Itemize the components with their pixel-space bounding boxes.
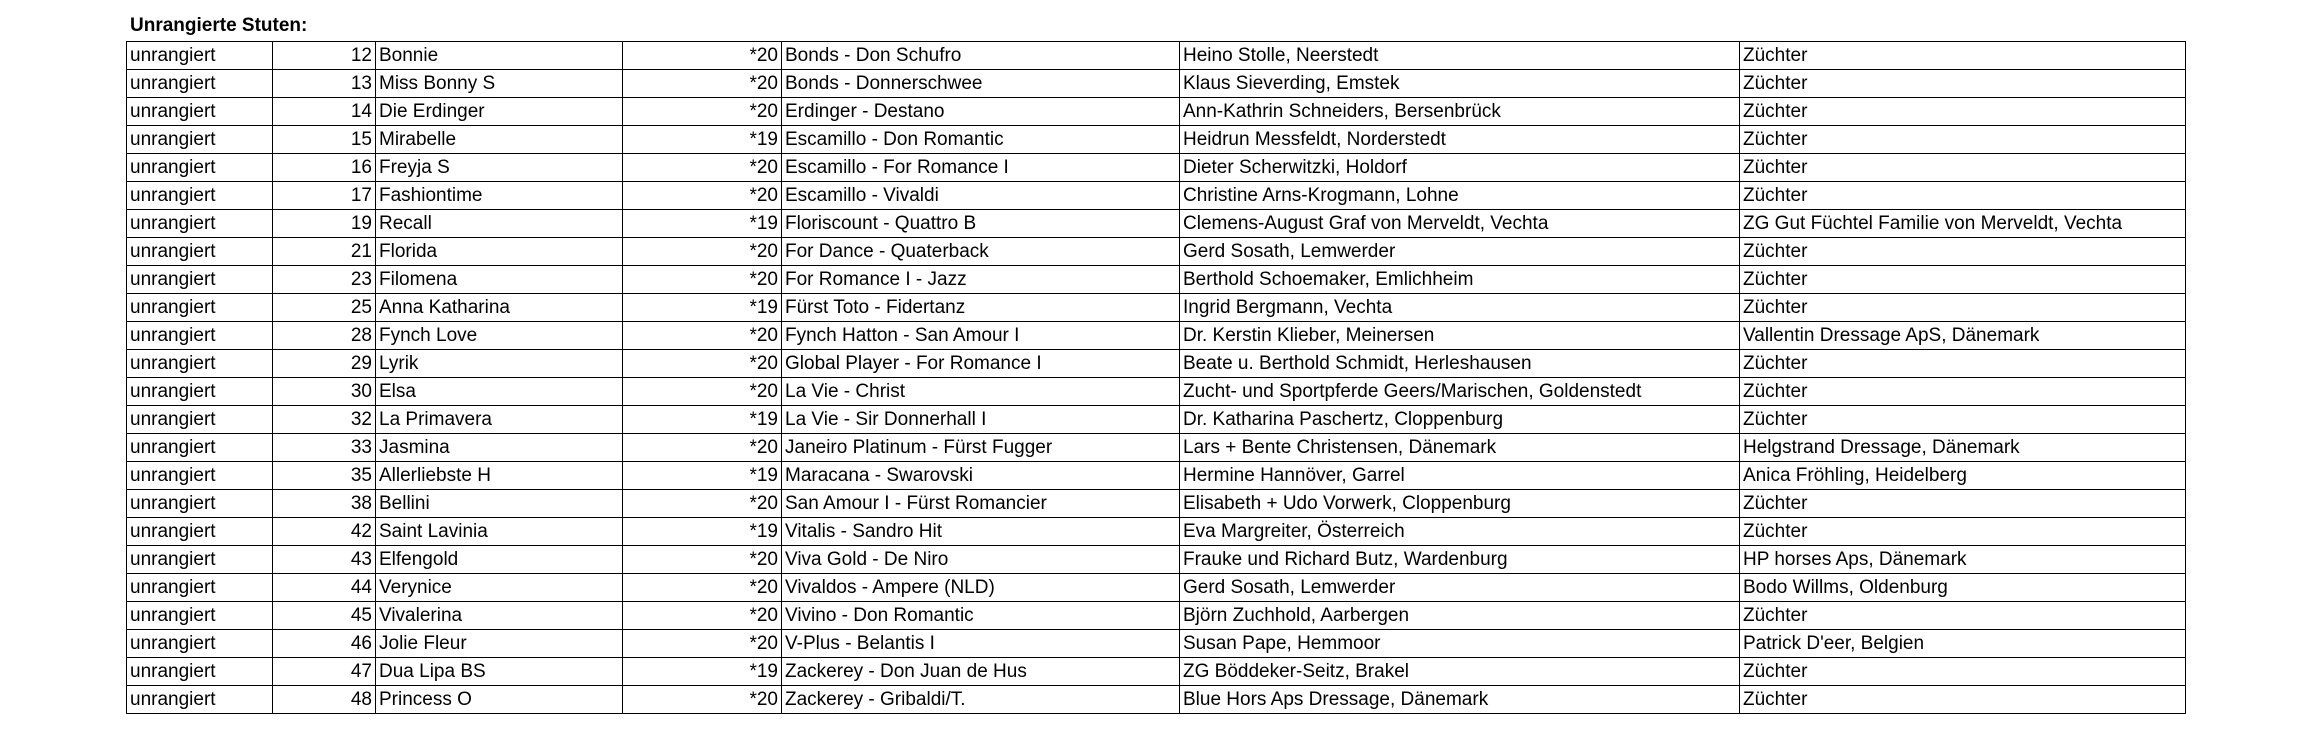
breeder-cell: Züchter: [1740, 266, 2186, 294]
table-row: [127, 182, 2186, 210]
exhibitor-cell: Christine Arns-Krogmann, Lohne: [1180, 182, 1740, 210]
section-title: Unrangierte Stuten:: [130, 15, 308, 36]
pedigree-cell: Zackerey - Don Juan de Hus: [782, 658, 1180, 686]
rank-cell: unrangiert: [127, 98, 273, 126]
table-row: [127, 294, 2186, 322]
catalog-number-cell: 16: [273, 154, 376, 182]
birth-year-cell: *19: [623, 126, 782, 154]
rank-cell: unrangiert: [127, 350, 273, 378]
exhibitor-cell: Elisabeth + Udo Vorwerk, Cloppenburg: [1180, 490, 1740, 518]
catalog-number-cell: 46: [273, 630, 376, 658]
table-row: [127, 686, 2186, 714]
horse-name-cell: Allerliebste H: [376, 462, 623, 490]
breeder-cell: Vallentin Dressage ApS, Dänemark: [1740, 322, 2186, 350]
catalog-number-cell: 48: [273, 686, 376, 714]
rank-cell: unrangiert: [127, 182, 273, 210]
catalog-number-cell: 14: [273, 98, 376, 126]
results-table: [126, 41, 2186, 714]
horse-name-cell: Miss Bonny S: [376, 70, 623, 98]
rank-cell: unrangiert: [127, 490, 273, 518]
exhibitor-cell: Ann-Kathrin Schneiders, Bersenbrück: [1180, 98, 1740, 126]
birth-year-cell: *20: [623, 602, 782, 630]
horse-name-cell: Florida: [376, 238, 623, 266]
rank-cell: unrangiert: [127, 658, 273, 686]
catalog-number-cell: 13: [273, 70, 376, 98]
exhibitor-cell: Susan Pape, Hemmoor: [1180, 630, 1740, 658]
rank-cell: unrangiert: [127, 238, 273, 266]
breeder-cell: Züchter: [1740, 70, 2186, 98]
horse-name-cell: Fynch Love: [376, 322, 623, 350]
rank-cell: unrangiert: [127, 546, 273, 574]
rank-cell: unrangiert: [127, 406, 273, 434]
table-row: [127, 658, 2186, 686]
rank-cell: unrangiert: [127, 462, 273, 490]
breeder-cell: HP horses Aps, Dänemark: [1740, 546, 2186, 574]
exhibitor-cell: Dr. Katharina Paschertz, Cloppenburg: [1180, 406, 1740, 434]
breeder-cell: Patrick D'eer, Belgien: [1740, 630, 2186, 658]
catalog-number-cell: 35: [273, 462, 376, 490]
birth-year-cell: *20: [623, 322, 782, 350]
table-row: [127, 266, 2186, 294]
pedigree-cell: Bonds - Don Schufro: [782, 42, 1180, 70]
table-row: [127, 154, 2186, 182]
birth-year-cell: *20: [623, 98, 782, 126]
pedigree-cell: Fynch Hatton - San Amour I: [782, 322, 1180, 350]
horse-name-cell: Anna Katharina: [376, 294, 623, 322]
pedigree-cell: Vitalis - Sandro Hit: [782, 518, 1180, 546]
table-row: [127, 462, 2186, 490]
birth-year-cell: *20: [623, 350, 782, 378]
pedigree-cell: Viva Gold - De Niro: [782, 546, 1180, 574]
catalog-number-cell: 21: [273, 238, 376, 266]
catalog-number-cell: 45: [273, 602, 376, 630]
exhibitor-cell: Zucht- und Sportpferde Geers/Marischen, Goldenstedt: [1180, 378, 1740, 406]
table-row: [127, 490, 2186, 518]
birth-year-cell: *20: [623, 574, 782, 602]
birth-year-cell: *20: [623, 182, 782, 210]
horse-name-cell: La Primavera: [376, 406, 623, 434]
exhibitor-cell: Gerd Sosath, Lemwerder: [1180, 574, 1740, 602]
horse-name-cell: Saint Lavinia: [376, 518, 623, 546]
horse-name-cell: Princess O: [376, 686, 623, 714]
horse-name-cell: Dua Lipa BS: [376, 658, 623, 686]
exhibitor-cell: Eva Margreiter, Österreich: [1180, 518, 1740, 546]
pedigree-cell: For Dance - Quaterback: [782, 238, 1180, 266]
horse-name-cell: Jolie Fleur: [376, 630, 623, 658]
horse-name-cell: Vivalerina: [376, 602, 623, 630]
catalog-number-cell: 19: [273, 210, 376, 238]
table-row: [127, 602, 2186, 630]
exhibitor-cell: Blue Hors Aps Dressage, Dänemark: [1180, 686, 1740, 714]
breeder-cell: Züchter: [1740, 406, 2186, 434]
exhibitor-cell: Hermine Hannöver, Garrel: [1180, 462, 1740, 490]
breeder-cell: Züchter: [1740, 154, 2186, 182]
catalog-number-cell: 17: [273, 182, 376, 210]
pedigree-cell: Bonds - Donnerschwee: [782, 70, 1180, 98]
exhibitor-cell: Berthold Schoemaker, Emlichheim: [1180, 266, 1740, 294]
pedigree-cell: La Vie - Christ: [782, 378, 1180, 406]
breeder-cell: Anica Fröhling, Heidelberg: [1740, 462, 2186, 490]
rank-cell: unrangiert: [127, 630, 273, 658]
birth-year-cell: *20: [623, 546, 782, 574]
horse-name-cell: Die Erdinger: [376, 98, 623, 126]
exhibitor-cell: Heidrun Messfeldt, Norderstedt: [1180, 126, 1740, 154]
table-row: [127, 210, 2186, 238]
horse-name-cell: Filomena: [376, 266, 623, 294]
table-row: [127, 574, 2186, 602]
horse-name-cell: Elfengold: [376, 546, 623, 574]
pedigree-cell: Janeiro Platinum - Fürst Fugger: [782, 434, 1180, 462]
breeder-cell: Züchter: [1740, 126, 2186, 154]
birth-year-cell: *20: [623, 630, 782, 658]
breeder-cell: Züchter: [1740, 238, 2186, 266]
breeder-cell: Züchter: [1740, 98, 2186, 126]
breeder-cell: Züchter: [1740, 42, 2186, 70]
birth-year-cell: *20: [623, 434, 782, 462]
birth-year-cell: *20: [623, 378, 782, 406]
breeder-cell: Züchter: [1740, 686, 2186, 714]
birth-year-cell: *19: [623, 406, 782, 434]
rank-cell: unrangiert: [127, 42, 273, 70]
pedigree-cell: Fürst Toto - Fidertanz: [782, 294, 1180, 322]
catalog-number-cell: 38: [273, 490, 376, 518]
rank-cell: unrangiert: [127, 154, 273, 182]
catalog-number-cell: 25: [273, 294, 376, 322]
catalog-number-cell: 32: [273, 406, 376, 434]
exhibitor-cell: Ingrid Bergmann, Vechta: [1180, 294, 1740, 322]
table-row: [127, 378, 2186, 406]
exhibitor-cell: Björn Zuchhold, Aarbergen: [1180, 602, 1740, 630]
pedigree-cell: Escamillo - For Romance I: [782, 154, 1180, 182]
exhibitor-cell: Dieter Scherwitzki, Holdorf: [1180, 154, 1740, 182]
table-row: [127, 42, 2186, 70]
breeder-cell: Züchter: [1740, 294, 2186, 322]
results-table-body: [127, 42, 2186, 714]
rank-cell: unrangiert: [127, 322, 273, 350]
catalog-number-cell: 47: [273, 658, 376, 686]
horse-name-cell: Lyrik: [376, 350, 623, 378]
birth-year-cell: *19: [623, 462, 782, 490]
table-row: [127, 518, 2186, 546]
rank-cell: unrangiert: [127, 210, 273, 238]
pedigree-cell: Vivino - Don Romantic: [782, 602, 1180, 630]
horse-name-cell: Verynice: [376, 574, 623, 602]
horse-name-cell: Fashiontime: [376, 182, 623, 210]
breeder-cell: Züchter: [1740, 602, 2186, 630]
pedigree-cell: Maracana - Swarovski: [782, 462, 1180, 490]
birth-year-cell: *20: [623, 490, 782, 518]
exhibitor-cell: Heino Stolle, Neerstedt: [1180, 42, 1740, 70]
horse-name-cell: Bellini: [376, 490, 623, 518]
rank-cell: unrangiert: [127, 434, 273, 462]
table-row: [127, 238, 2186, 266]
birth-year-cell: *19: [623, 210, 782, 238]
pedigree-cell: La Vie - Sir Donnerhall I: [782, 406, 1180, 434]
catalog-number-cell: 15: [273, 126, 376, 154]
catalog-number-cell: 28: [273, 322, 376, 350]
pedigree-cell: Escamillo - Don Romantic: [782, 126, 1180, 154]
breeder-cell: Züchter: [1740, 350, 2186, 378]
rank-cell: unrangiert: [127, 574, 273, 602]
catalog-number-cell: 30: [273, 378, 376, 406]
rank-cell: unrangiert: [127, 602, 273, 630]
table-row: [127, 70, 2186, 98]
exhibitor-cell: Gerd Sosath, Lemwerder: [1180, 238, 1740, 266]
birth-year-cell: *19: [623, 518, 782, 546]
table-row: [127, 630, 2186, 658]
rank-cell: unrangiert: [127, 266, 273, 294]
catalog-number-cell: 29: [273, 350, 376, 378]
exhibitor-cell: Beate u. Berthold Schmidt, Herleshausen: [1180, 350, 1740, 378]
pedigree-cell: Vivaldos - Ampere (NLD): [782, 574, 1180, 602]
birth-year-cell: *20: [623, 42, 782, 70]
horse-name-cell: Jasmina: [376, 434, 623, 462]
exhibitor-cell: ZG Böddeker-Seitz, Brakel: [1180, 658, 1740, 686]
rank-cell: unrangiert: [127, 686, 273, 714]
horse-name-cell: Recall: [376, 210, 623, 238]
pedigree-cell: For Romance I - Jazz: [782, 266, 1180, 294]
rank-cell: unrangiert: [127, 70, 273, 98]
table-row: [127, 546, 2186, 574]
horse-name-cell: Freyja S: [376, 154, 623, 182]
horse-name-cell: Bonnie: [376, 42, 623, 70]
breeder-cell: ZG Gut Füchtel Familie von Merveldt, Vechta: [1740, 210, 2186, 238]
pedigree-cell: Erdinger - Destano: [782, 98, 1180, 126]
exhibitor-cell: Frauke und Richard Butz, Wardenburg: [1180, 546, 1740, 574]
birth-year-cell: *20: [623, 266, 782, 294]
breeder-cell: Helgstrand Dressage, Dänemark: [1740, 434, 2186, 462]
horse-name-cell: Elsa: [376, 378, 623, 406]
pedigree-cell: Floriscount - Quattro B: [782, 210, 1180, 238]
catalog-number-cell: 42: [273, 518, 376, 546]
rank-cell: unrangiert: [127, 378, 273, 406]
breeder-cell: Bodo Willms, Oldenburg: [1740, 574, 2186, 602]
rank-cell: unrangiert: [127, 294, 273, 322]
breeder-cell: Züchter: [1740, 658, 2186, 686]
exhibitor-cell: Klaus Sieverding, Emstek: [1180, 70, 1740, 98]
pedigree-cell: Zackerey - Gribaldi/T.: [782, 686, 1180, 714]
catalog-number-cell: 44: [273, 574, 376, 602]
pedigree-cell: San Amour I - Fürst Romancier: [782, 490, 1180, 518]
birth-year-cell: *20: [623, 70, 782, 98]
catalog-number-cell: 43: [273, 546, 376, 574]
table-row: [127, 98, 2186, 126]
table-row: [127, 350, 2186, 378]
catalog-number-cell: 12: [273, 42, 376, 70]
table-row: [127, 322, 2186, 350]
exhibitor-cell: Lars + Bente Christensen, Dänemark: [1180, 434, 1740, 462]
birth-year-cell: *19: [623, 294, 782, 322]
breeder-cell: Züchter: [1740, 378, 2186, 406]
exhibitor-cell: Dr. Kerstin Klieber, Meinersen: [1180, 322, 1740, 350]
horse-name-cell: Mirabelle: [376, 126, 623, 154]
pedigree-cell: Global Player - For Romance I: [782, 350, 1180, 378]
birth-year-cell: *20: [623, 238, 782, 266]
table-row: [127, 126, 2186, 154]
birth-year-cell: *20: [623, 154, 782, 182]
catalog-number-cell: 33: [273, 434, 376, 462]
exhibitor-cell: Clemens-August Graf von Merveldt, Vechta: [1180, 210, 1740, 238]
catalog-number-cell: 23: [273, 266, 376, 294]
rank-cell: unrangiert: [127, 126, 273, 154]
pedigree-cell: V-Plus - Belantis I: [782, 630, 1180, 658]
table-row: [127, 434, 2186, 462]
pedigree-cell: Escamillo - Vivaldi: [782, 182, 1180, 210]
breeder-cell: Züchter: [1740, 490, 2186, 518]
birth-year-cell: *19: [623, 658, 782, 686]
breeder-cell: Züchter: [1740, 518, 2186, 546]
birth-year-cell: *20: [623, 686, 782, 714]
breeder-cell: Züchter: [1740, 182, 2186, 210]
rank-cell: unrangiert: [127, 518, 273, 546]
table-row: [127, 406, 2186, 434]
